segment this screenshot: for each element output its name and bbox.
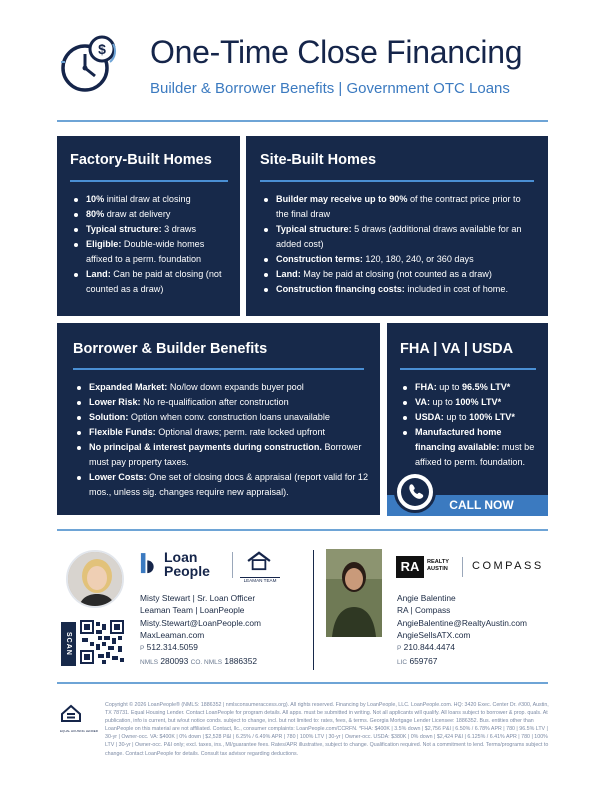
list-item: Construction terms: 120, 180, 240, or 360 days bbox=[263, 252, 535, 267]
svg-text:$: $ bbox=[98, 41, 106, 57]
loan-officer-photo bbox=[66, 550, 124, 608]
qr-code-icon[interactable] bbox=[80, 620, 124, 664]
logo-divider bbox=[462, 557, 463, 577]
realtor-photo bbox=[326, 549, 382, 637]
list-item: Eligible: Double-wide homes affixed to a perm. foundation bbox=[73, 237, 233, 267]
list-item: Lower Risk: No re-qualification after construction bbox=[76, 395, 372, 410]
leaman-team-logo: LEAMAN TEAM bbox=[240, 551, 280, 581]
realtor-contact bbox=[397, 592, 527, 670]
site-list bbox=[263, 192, 535, 297]
list-item: Land: Can be paid at closing (not counted as a draw) bbox=[73, 267, 233, 297]
phone-icon[interactable] bbox=[394, 471, 436, 513]
site-built-title: Site-Built Homes bbox=[260, 152, 377, 168]
factory-list bbox=[73, 192, 233, 297]
list-item: Manufactured home financing available: must be affixed to perm. foundation. bbox=[402, 425, 542, 470]
site-built-panel bbox=[246, 136, 548, 316]
legal-disclaimer: Copyright © 2026 LoanPeople® (NMLS: 1886352 | nmlsconsumeraccess.org). All rights reserved. Financing by LoanPeople, LLC. LoanPeople.com. HQ: 3420 Exec. Center Dr. #300, Austin, TX 78731. Equal Housing Lender. Contact LoanPeople for program details. All apps. must be submitted in writing. Not all applicants will qualify. All loans subject to borrower & prop. quals. At publication, info is current, but w/out notice conds. subject to change, incl. but not limited to: rates, fees, & terms. Georgia Mortgage Lender Licensee: 1886352. Bus. entities other than LoanPeople on this material are not affiliated. Contact, llc., consumer complaints: LoanPeople.com/CCRFN. *FHA: $400K | 3.5% down | $2,756 P&I | 6.50% / 6.78% APR | 780 | 96.5% LTV | 30-yr | Owner-occ. VA: $400K | 0% down | $2,528 P&I | 6.25% / 6.49% APR | 780 | 100% LTV | 30-yr | Owner-occ. USDA: $380K | 0% down | $2,424 P&I | 6.125% / 6.41% APR | 780 | 100% LTV | 30-yr | Owner-occ. P&I only; excl. taxes, ins., MI/guarantee fees. Rates/APR illustrative, subject to change. Qualification required. Not a commitment to lend. Terms/programs subject to change. Contact LoanPeople for details. Consult tax advisor regarding deductions. bbox=[105, 702, 549, 757]
list-item: Typical structure: 5 draws (additional draws available for an added cost) bbox=[263, 222, 535, 252]
divider bbox=[57, 682, 548, 684]
panel-rule bbox=[73, 368, 364, 370]
house-logo-icon bbox=[240, 551, 278, 571]
panel-rule bbox=[400, 368, 536, 370]
list-item: Solution: Option when conv. construction loans unavailable bbox=[76, 410, 372, 425]
loanpeople-mark-icon bbox=[140, 551, 160, 577]
loanpeople-brand: Loan People bbox=[164, 549, 210, 579]
benefits-list bbox=[76, 380, 372, 500]
compass-logo: COMPASS bbox=[472, 560, 544, 572]
logo-divider bbox=[232, 552, 233, 578]
list-item: USDA: up to 100% LTV* bbox=[402, 410, 542, 425]
list-item: Builder may receive up to 90% of the contract price prior to the final draw bbox=[263, 192, 535, 222]
loan-officer-name: Misty Stewart | Sr. Loan Officer bbox=[140, 593, 256, 603]
list-item: FHA: up to 96.5% LTV* bbox=[402, 380, 542, 395]
benefits-title: Borrower & Builder Benefits bbox=[73, 341, 268, 357]
realty-austin-logo: RA REALTY AUSTIN bbox=[396, 556, 466, 578]
scan-label: SCAN bbox=[61, 622, 76, 666]
divider bbox=[57, 529, 548, 531]
realtor-company: RA | Compass bbox=[397, 605, 451, 616]
list-item: 10% initial draw at closing bbox=[73, 192, 233, 207]
gov-list bbox=[402, 380, 542, 470]
list-item: Lower Costs: One set of closing docs & appraisal (report valid for 12 mos., unless sig. changes require new appraisal). bbox=[76, 470, 372, 500]
loan-officer-contact bbox=[140, 592, 261, 670]
divider bbox=[57, 120, 548, 122]
factory-built-panel bbox=[57, 136, 240, 316]
loan-officer-nmls: NMLS 280093 CO. NMLS 1886352 bbox=[140, 656, 258, 667]
page-subtitle: Builder & Borrower Benefits | Government OTC Loans bbox=[150, 80, 510, 97]
loan-officer-team: Leaman Team | LoanPeople bbox=[140, 605, 245, 616]
loan-officer-website[interactable]: MaxLeaman.com bbox=[140, 629, 205, 640]
contact-divider bbox=[313, 550, 314, 670]
list-item: No principal & interest payments during construction. Borrower must pay property taxes. bbox=[76, 440, 372, 470]
realtor-website[interactable]: AngieSellsATX.com bbox=[397, 629, 471, 640]
list-item: Expanded Market: No/low down expands buyer pool bbox=[76, 380, 372, 395]
list-item: Construction financing costs: included in cost of home. bbox=[263, 282, 535, 297]
realtor-email[interactable]: AngieBalentine@RealtyAustin.com bbox=[397, 617, 528, 628]
loan-officer-email[interactable]: Misty.Stewart@LoanPeople.com bbox=[140, 617, 261, 628]
header bbox=[0, 0, 612, 120]
realtor-name: Angie Balentine bbox=[397, 593, 456, 603]
equal-housing-lender-icon: EQUAL HOUSING LENDER bbox=[60, 704, 82, 728]
phone-glyph-icon bbox=[401, 478, 429, 506]
loanpeople-logo bbox=[140, 550, 230, 580]
list-item: VA: up to 100% LTV* bbox=[402, 395, 542, 410]
gov-loans-title: FHA | VA | USDA bbox=[400, 341, 514, 357]
list-item: 80% draw at delivery bbox=[73, 207, 233, 222]
list-item: Flexible Funds: Optional draws; perm. rate locked upfront bbox=[76, 425, 372, 440]
loan-officer-phone[interactable]: P 512.314.5059 bbox=[140, 642, 198, 653]
clock-money-icon bbox=[57, 32, 121, 96]
benefits-panel bbox=[57, 323, 380, 515]
factory-built-title: Factory-Built Homes bbox=[70, 152, 212, 168]
call-now-label: CALL NOW bbox=[449, 498, 514, 512]
list-item: Land: May be paid at closing (not counted as a draw) bbox=[263, 267, 535, 282]
panel-rule bbox=[260, 180, 534, 182]
realtor-license: LIC 659767 bbox=[397, 656, 438, 667]
page-title: One-Time Close Financing bbox=[150, 34, 523, 70]
realtor-phone[interactable]: P 210.844.4474 bbox=[397, 642, 455, 653]
panel-rule bbox=[70, 180, 228, 182]
list-item: Typical structure: 3 draws bbox=[73, 222, 233, 237]
